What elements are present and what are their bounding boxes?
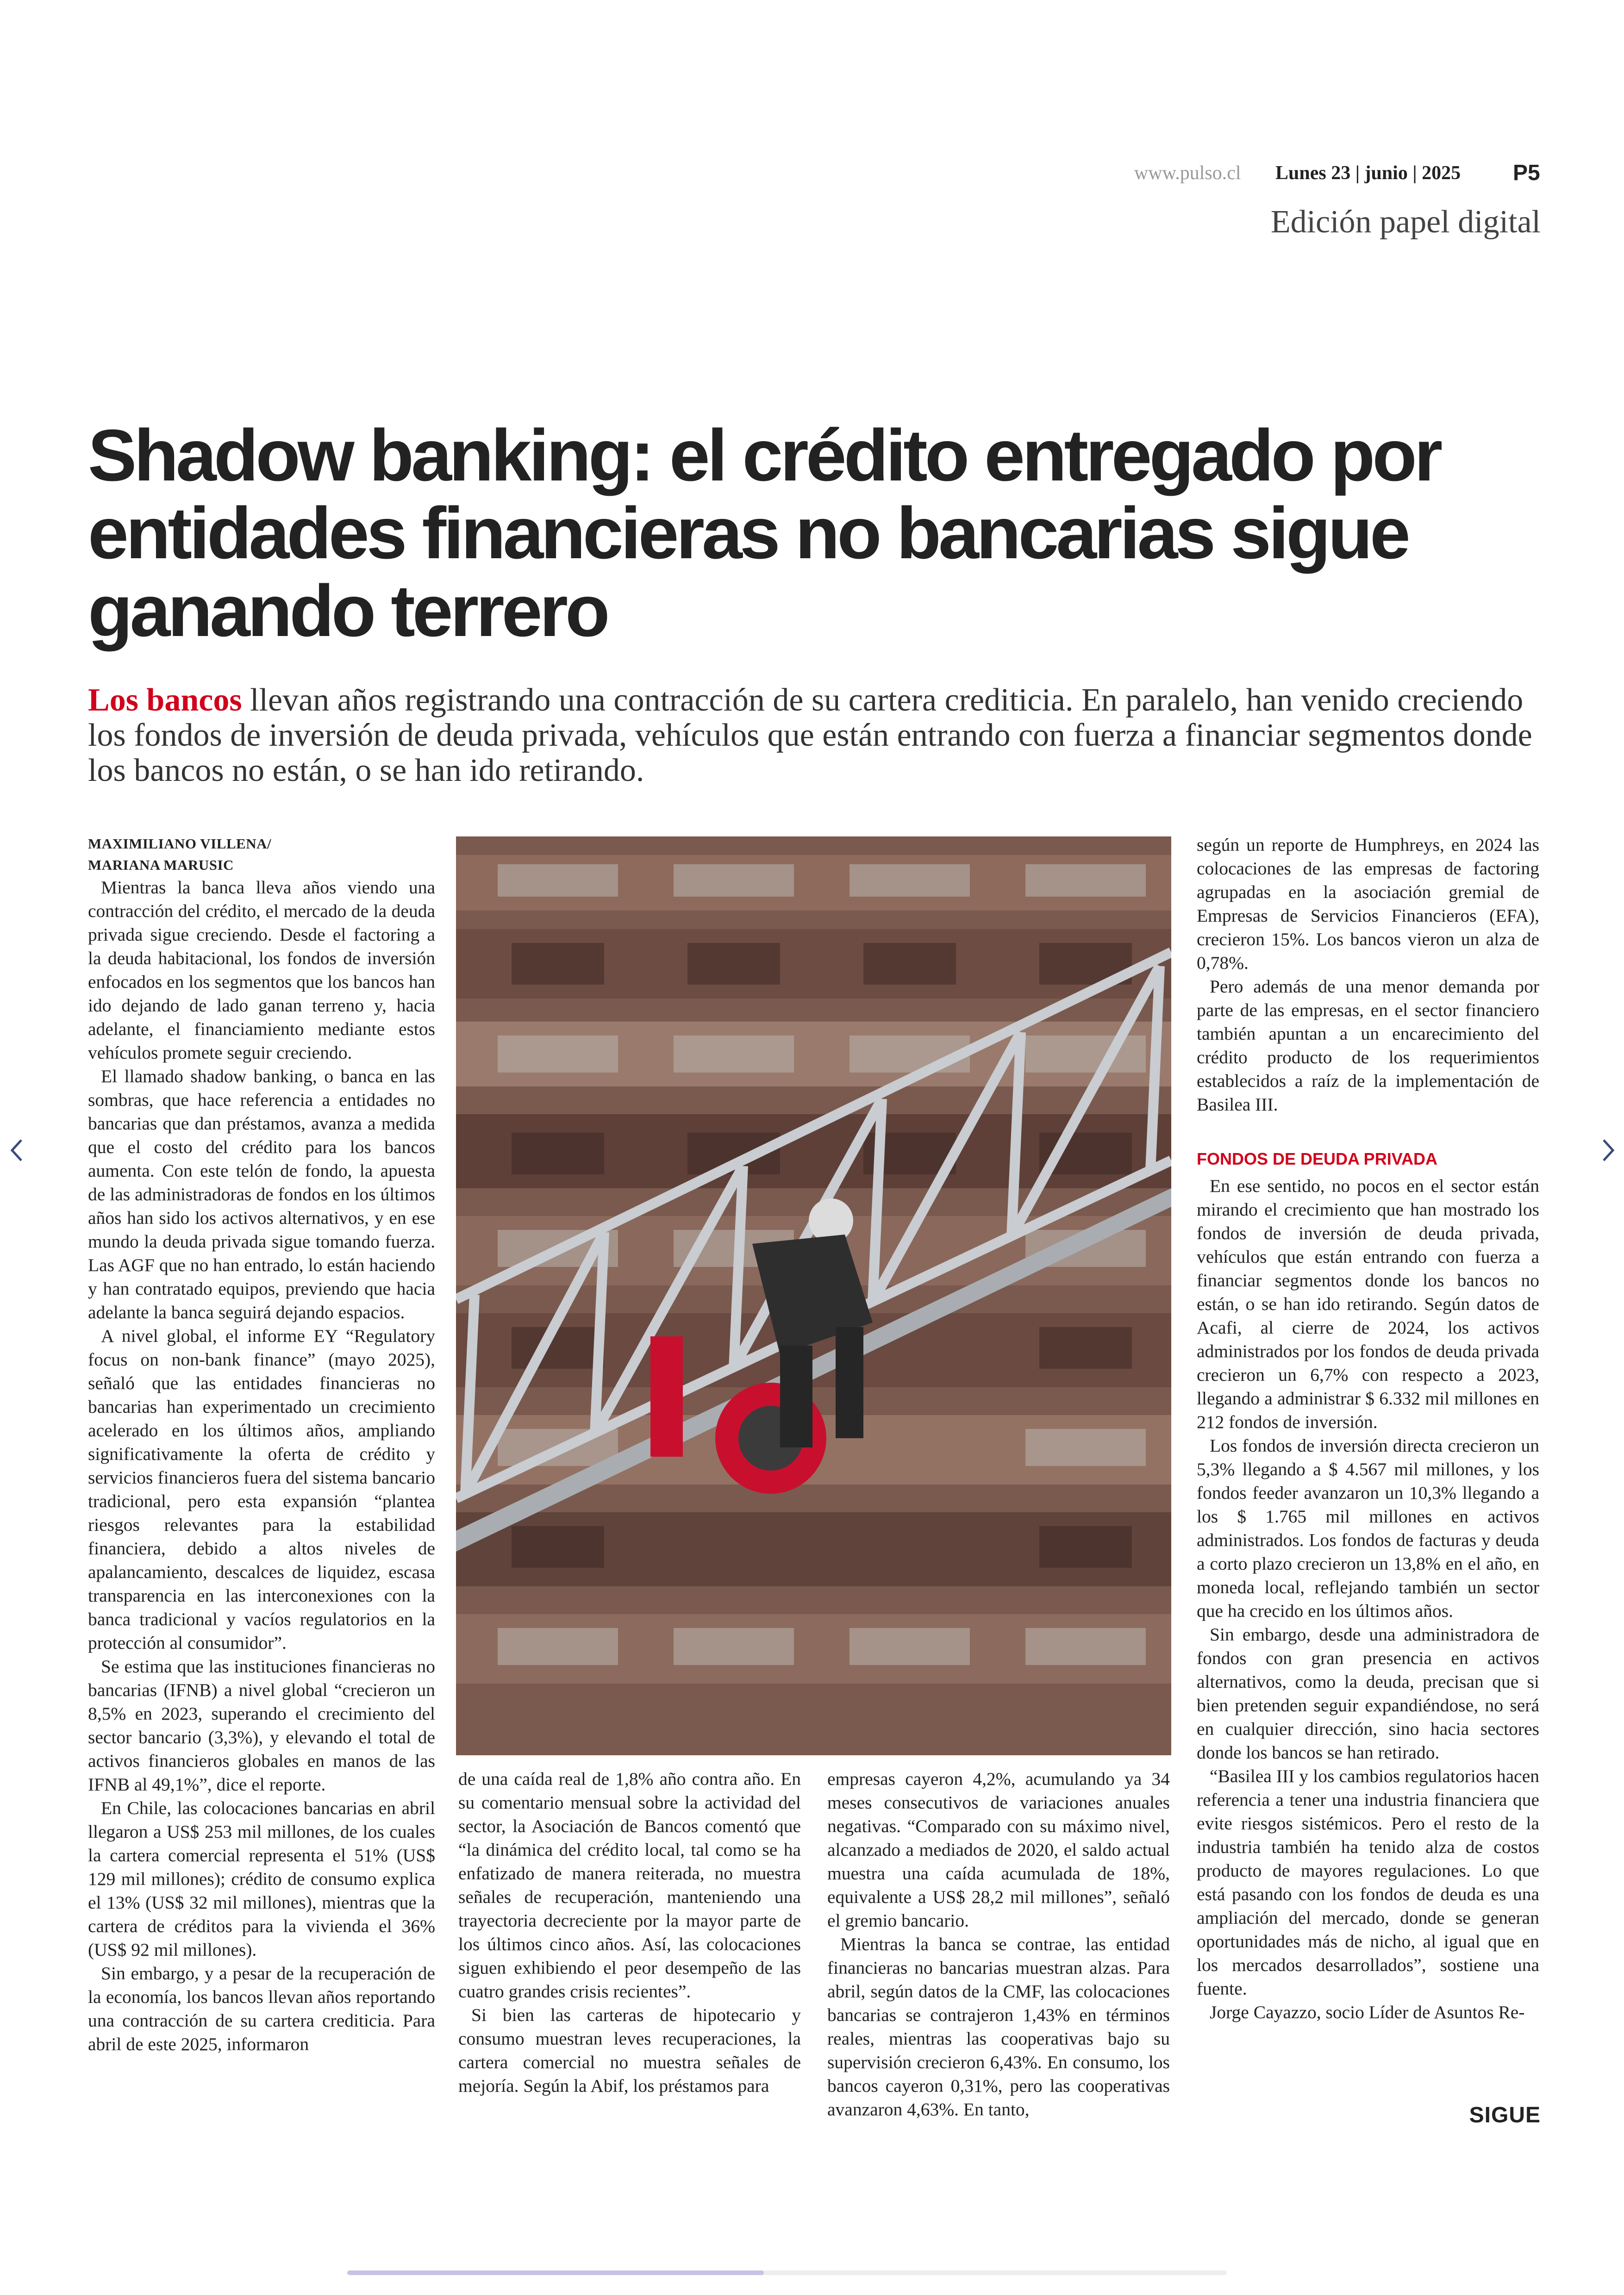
site-url[interactable]: www.pulso.cl xyxy=(1134,162,1241,184)
section-subhead: FONDOS DE DEUDA PRIVADA xyxy=(1197,1149,1438,1168)
paragraph: de una caída real de 1,8% año contra año. En su comentario mensual sobre la actividad del sector, la Asociación de Bancos comentó que “la dinámica del crédito local, tal como se ha enfatizado de manera reiterada, no muestra señales de recuperación, manteniendo una trayectoria decreciente por la mayor parte de los últimos cinco años. Así, las colocaciones siguen exhibiendo el peor desempeño de las cuatro grandes crisis recientes”. xyxy=(458,1769,801,2002)
paragraph: A nivel global, el informe EY “Regulatory focus on non-bank finance” (mayo 2025), señaló que las entidades financieras no bancarias han experimentado un crecimiento acelerado en los últimos años, ampliando significativamente la oferta de crédito y servicios financieros fuera del sistema bancario tradicional, pero esta expansión “plantea riesgos relevantes para la estabilidad financiera, debido a altos niveles de apalancamiento, descalces de liquidez, escasa transparencia en las interconexiones con la banca tradicional y vacíos regulatorios en la protección al consumidor”. xyxy=(88,1326,435,1653)
photo-crane-worker xyxy=(456,836,1171,1755)
paragraph: Mientras la banca lleva años viendo una contracción del crédito, el mercado de la deuda privada sigue creciendo. Desde el factoring a la deuda habitacional, los fondos de inversión enfocados en los segmentos que los bancos han ido dejando de lado ganan terreno y, hacia adelante, el financiamiento mediante estos vehículos promete seguir creciendo. xyxy=(88,877,435,1063)
paragraph: En Chile, las colocaciones bancarias en abril llegaron a US$ 253 mil millones, de los cuales la cartera comercial representa el 51% (US$ 129 mil millones); crédito de consumo explica el 13% (US$ 32 mil millones), mientras que la cartera de créditos para la vivienda el 36% (US$ 92 mil millones). xyxy=(88,1798,435,1960)
article-photo xyxy=(456,836,1171,1755)
paragraph: Sin embargo, desde una administradora de fondos con gran presencia en activos alternativos, como la deuda, precisan que si bien pretenden seguir expandiéndose, no será en cualquier dirección, sino hacia sectores donde los bancos se han retirado. xyxy=(1197,1624,1539,1763)
paragraph: En ese sentido, no pocos en el sector están mirando el crecimiento que han mostrado los fondos de inversión de deuda privada, vehículos que están entrando con fuerza a financiar segmentos donde los bancos no están, o se han ido retirando. Según datos de Acafi, al cierre de 2024, los activos administrados por los fondos de deuda privada crecieron un 6,7% con respecto a 2023, llegando a administrar $ 6.332 mil millones en 212 fondos de inversión. xyxy=(1197,1176,1539,1432)
previous-page-button[interactable] xyxy=(7,1136,26,1164)
chevron-right-icon xyxy=(1599,1136,1618,1164)
paragraph: “Basilea III y los cambios regulatorios hacen referencia a tener una industria financiera que evite riesgos sistémicos. Pero el resto de la industria también ha tenido alza de costos producto de mayores regulaciones. Lo que está pasando con los fondos de deuda es una ampliación del mercado, donde se generan oportunidades más de nicho, al igual que en los mercados desarrollados”, sostiene una fuente. xyxy=(1197,1766,1539,1999)
horizontal-scrollbar[interactable] xyxy=(347,2270,1227,2275)
article-column-3 xyxy=(827,1767,1170,2121)
next-page-button[interactable] xyxy=(1599,1136,1618,1164)
paragraph: Jorge Cayazzo, socio Líder de Asuntos Re- xyxy=(1210,2002,1525,2022)
article-lede xyxy=(88,683,1537,788)
paragraph: Se estima que las instituciones financieras no bancarias (IFNB) a nivel global “crecieron un 8,5% en 2023, superando el crecimiento del sector bancario (3,3%), y elevando el total de activos financieros globales en manos de las IFNB al 49,1%”, dice el reporte. xyxy=(88,1656,435,1795)
paragraph: El llamado shadow banking, o banca en las sombras, que hace referencia a entidades no bancarias que dan préstamos, avanza a medida que el costo del crédito para los bancos aumenta. Con este telón de fondo, la apuesta de las administradoras de fondos en los últimos años han sido los activos alternativos, y en ese mundo la deuda privada sigue tomando fuerza. Las AGF que no han entrado, lo están haciendo y han contratado equipos, previendo que hacia adelante la banca seguirá dejando espacios. xyxy=(88,1066,435,1322)
paragraph: Mientras la banca se contrae, las entidad financieras no bancarias muestran alzas. Para abril, según datos de la CMF, las colocaciones bancarias se contrajeron 1,43% en términos reales, mientras las cooperativas bajo su supervisión crecieron 6,43%. En consumo, los bancos cayeron 0,31%, pero las cooperativas avanzaron 4,63%. En tanto, xyxy=(827,1934,1170,2120)
chevron-left-icon xyxy=(7,1136,26,1164)
paragraph: Si bien las carteras de hipotecario y consumo muestran leves recuperaciones, la cartera comercial no muestra señales de mejoría. Según la Abif, los préstamos para xyxy=(458,2005,801,2096)
paragraph: Los fondos de inversión directa crecieron un 5,3% llegando a $ 4.567 mil millones, y los fondos feeder avanzaron un 10,3% llegando a los $ 1.765 mil millones en activos administrados. Los fondos de facturas y deuda a corto plazo crecieron un 13,8% en el año, en moneda local, reflejando también un sector que ha crecido en los últimos años. xyxy=(1197,1435,1539,1621)
article-column-1 xyxy=(88,833,435,2056)
article-column-2 xyxy=(458,1767,801,2098)
paragraph: empresas cayeron 4,2%, acumulando ya 34 meses consecutivos de variaciones anuales negativas. “Comparado con su máximo nivel, alcanzado a mediados de 2020, el saldo actual muestra una caída acumulada de 18%, equivalente a US$ 28,2 mil millones”, señaló el gremio bancario. xyxy=(827,1769,1170,1931)
scrollbar-thumb[interactable] xyxy=(347,2270,764,2275)
issue-date: Lunes 23 | junio | 2025 xyxy=(1275,162,1461,184)
article-column-4 xyxy=(1197,833,1539,2024)
article-headline: Shadow banking: el crédito entregado por entidades financieras no bancarias sigue ganando terrero xyxy=(88,415,1440,652)
lede-highlight: Los bancos xyxy=(88,682,242,718)
paragraph: Sin embargo, y a pesar de la recuperación de la economía, los bancos llevan años reportando una contracción de su cartera crediticia. Para abril de este 2025, informaron xyxy=(88,1963,435,2054)
lede-text: llevan años registrando una contracción de su cartera crediticia. En paralelo, han venido creciendo los fondos de inversión de deuda privada, vehículos que están entrando con fuerza a financiar segmentos donde los bancos no están, o se han ido retirando. xyxy=(88,682,1532,788)
edition-label: Edición papel digital xyxy=(1270,204,1541,240)
byline-author-1: MAXIMILIANO VILLENA/ xyxy=(88,836,272,852)
continued-label: SIGUE xyxy=(1469,2103,1541,2127)
page-number: P5 xyxy=(1513,161,1540,185)
paragraph: según un reporte de Humphreys, en 2024 las colocaciones de las empresas de factoring agrupadas en la asociación gremial de Empresas de Servicios Financieros (EFA), crecieron 15%. Los bancos vieron un alza de 0,78%. xyxy=(1197,835,1539,973)
paragraph: Pero además de una menor demanda por parte de las empresas, en el sector financiero también apuntan a un encarecimiento del crédito producto de los requerimientos establecidos a raíz de la implementación de Basilea III. xyxy=(1197,976,1539,1115)
byline-author-2: MARIANA MARUSIC xyxy=(88,857,234,873)
